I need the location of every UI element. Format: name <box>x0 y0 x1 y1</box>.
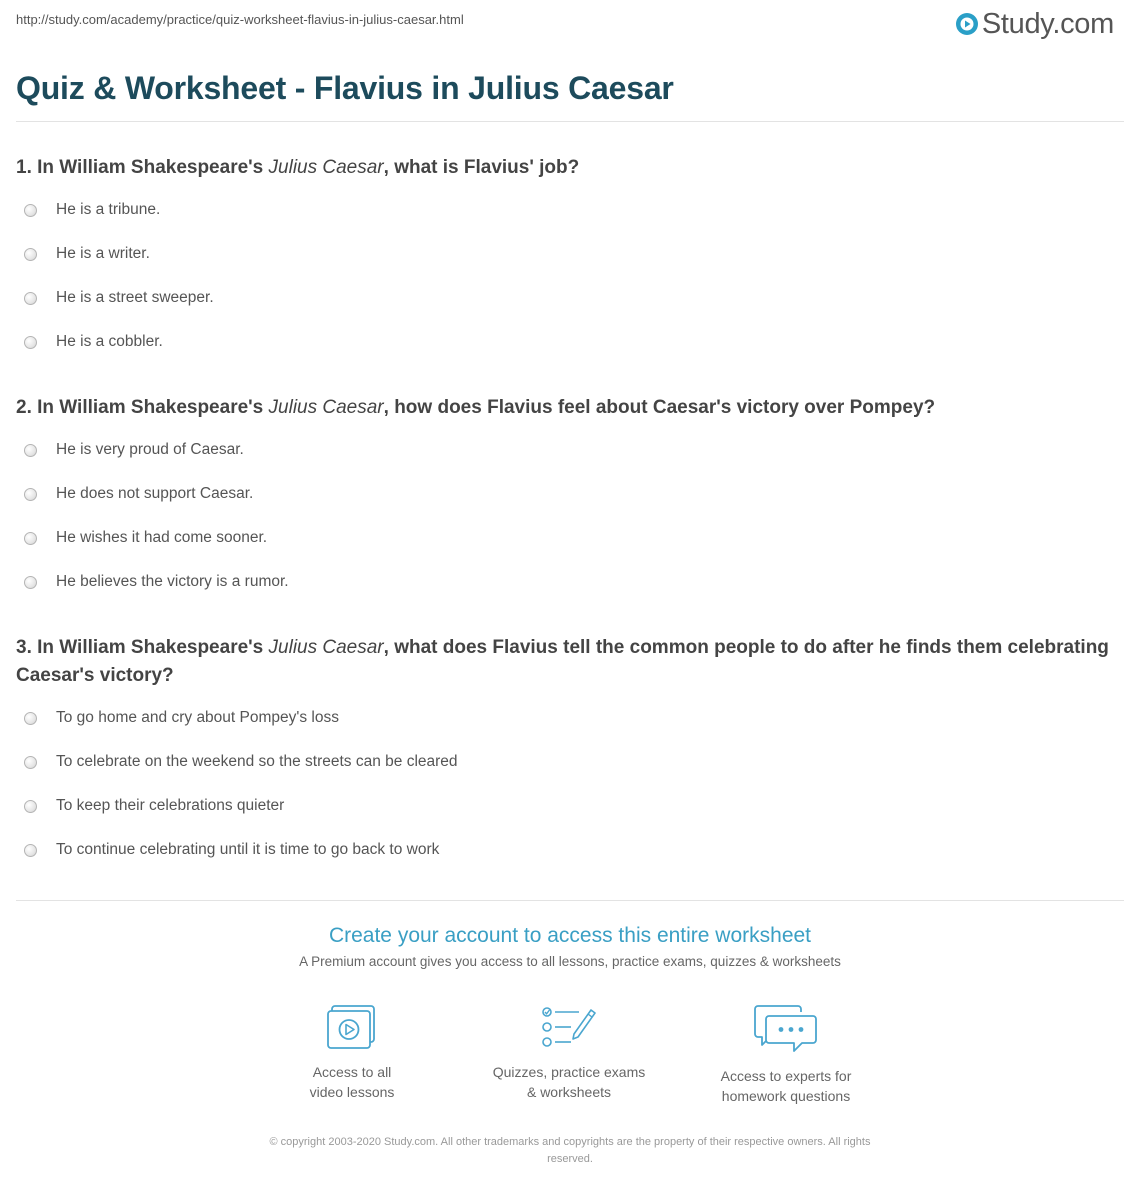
answer-option[interactable] <box>16 784 1116 828</box>
feature-line-2: & worksheets <box>526 1084 612 1100</box>
radio-button[interactable] <box>24 204 37 217</box>
logo-text: Study.com <box>981 8 1114 40</box>
cta-divider <box>16 900 1124 901</box>
answer-option[interactable] <box>16 320 1116 364</box>
question-title-italic: Julius Caesar <box>268 397 384 418</box>
feature-line-1: Access to experts for <box>720 1068 852 1084</box>
radio-button[interactable] <box>24 756 37 769</box>
feature-line-2: homework questions <box>721 1088 851 1104</box>
copyright-footer <box>210 1134 930 1168</box>
chat-experts-icon <box>754 1004 818 1054</box>
feature-line-1: Quizzes, practice exams <box>492 1064 646 1080</box>
premium-features <box>0 1004 1140 1114</box>
question-title-italic: Julius Caesar <box>268 637 384 658</box>
feature-video-lessons <box>252 1004 452 1102</box>
answer-option[interactable] <box>16 276 1116 320</box>
radio-button[interactable] <box>24 712 37 725</box>
answer-label: He believes the victory is a rumor. <box>56 573 289 590</box>
question-text <box>16 634 1116 690</box>
radio-button[interactable] <box>24 444 37 457</box>
answer-option[interactable] <box>16 696 1116 740</box>
question-3 <box>16 634 1116 872</box>
feature-label <box>469 1062 669 1102</box>
cta-subtitle: A Premium account gives you access to all lessons, practice exams, quizzes & worksheets <box>299 954 841 969</box>
answer-label: To continue celebrating until it is time to go back to work <box>56 841 440 858</box>
feature-quizzes <box>469 1004 669 1102</box>
radio-button[interactable] <box>24 336 37 349</box>
answer-label: He is a tribune. <box>56 201 161 218</box>
answer-label: He is very proud of Caesar. <box>56 441 244 458</box>
answer-option[interactable] <box>16 472 1116 516</box>
feature-experts <box>686 1004 886 1106</box>
answer-label: He is a cobbler. <box>56 333 163 350</box>
answer-label: He is a writer. <box>56 245 150 262</box>
question-1 <box>16 154 1116 364</box>
answer-option[interactable] <box>16 428 1116 472</box>
answer-option[interactable] <box>16 232 1116 276</box>
page-title: Quiz & Worksheet - Flavius in Julius Caesar <box>16 70 674 106</box>
answer-list <box>16 188 1116 364</box>
title-divider <box>16 121 1124 122</box>
answer-label: He does not support Caesar. <box>56 485 254 502</box>
radio-button[interactable] <box>24 488 37 501</box>
answer-option[interactable] <box>16 188 1116 232</box>
radio-button[interactable] <box>24 844 37 857</box>
feature-label <box>686 1066 886 1106</box>
question-suffix: , what does Flavius tell the common people to do after he finds them celebrating Caesar's victory? <box>16 637 1109 686</box>
answer-option[interactable] <box>16 560 1116 604</box>
radio-button[interactable] <box>24 800 37 813</box>
copyright-line-2: reserved. <box>547 1153 593 1165</box>
quiz-checklist-icon <box>541 1004 597 1050</box>
question-prefix: 3. In William Shakespeare's <box>16 637 269 658</box>
answer-label: He wishes it had come sooner. <box>56 529 268 546</box>
question-2 <box>16 394 1116 604</box>
answer-option[interactable] <box>16 740 1116 784</box>
copyright-line-1: © copyright 2003-2020 Study.com. All other trademarks and copyrights are the property of their respective owners. All rights <box>269 1136 871 1148</box>
question-text <box>16 154 1116 182</box>
answer-label: To celebrate on the weekend so the streets can be cleared <box>56 753 458 770</box>
radio-button[interactable] <box>24 292 37 305</box>
feature-line-2: video lessons <box>309 1084 395 1100</box>
study-logo[interactable] <box>955 8 1114 40</box>
top-bar <box>0 0 1140 50</box>
question-title-italic: Julius Caesar <box>268 157 384 178</box>
signup-cta <box>0 924 1140 969</box>
play-logo-icon <box>955 12 979 36</box>
answer-label: To go home and cry about Pompey's loss <box>56 709 339 726</box>
feature-line-1: Access to all <box>312 1064 392 1080</box>
feature-label <box>252 1062 452 1102</box>
answer-label: He is a street sweeper. <box>56 289 214 306</box>
question-suffix: , how does Flavius feel about Caesar's victory over Pompey? <box>383 397 936 418</box>
radio-button[interactable] <box>24 248 37 261</box>
question-text <box>16 394 1116 422</box>
question-prefix: 1. In William Shakespeare's <box>16 157 269 178</box>
video-lessons-icon <box>326 1004 378 1050</box>
answer-label: To keep their celebrations quieter <box>56 797 285 814</box>
answer-list <box>16 428 1116 604</box>
radio-button[interactable] <box>24 576 37 589</box>
answer-option[interactable] <box>16 828 1116 872</box>
question-suffix: , what is Flavius' job? <box>383 157 580 178</box>
radio-button[interactable] <box>24 532 37 545</box>
answer-list <box>16 696 1116 872</box>
answer-option[interactable] <box>16 516 1116 560</box>
cta-title-link[interactable]: Create your account to access this entire worksheet <box>328 924 812 947</box>
question-prefix: 2. In William Shakespeare's <box>16 397 269 418</box>
page-url: http://study.com/academy/practice/quiz-worksheet-flavius-in-julius-caesar.html <box>16 12 464 27</box>
